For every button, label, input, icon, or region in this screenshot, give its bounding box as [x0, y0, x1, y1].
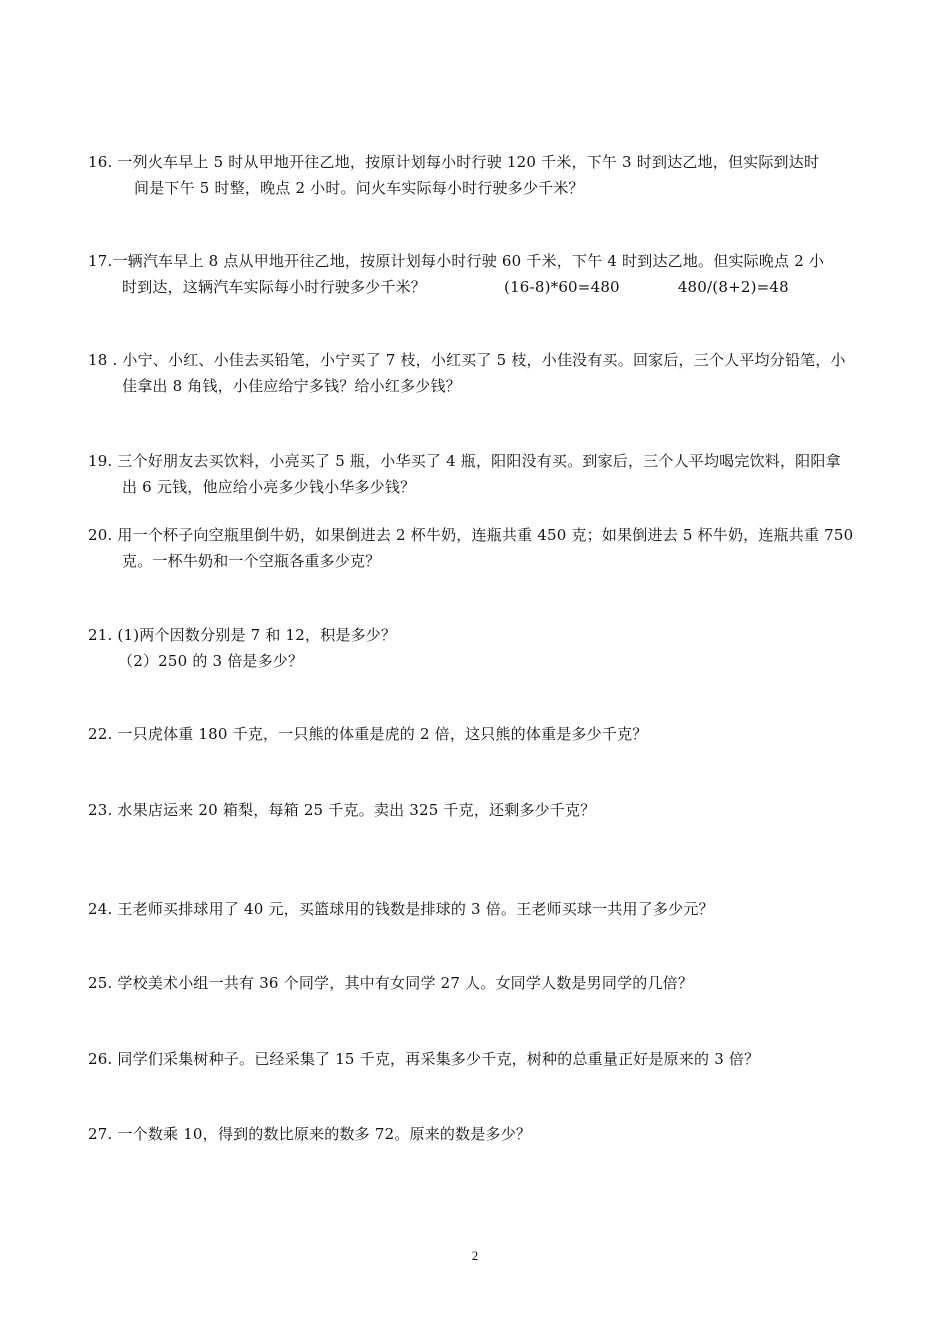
- question-18: [88, 347, 868, 399]
- question-21: [88, 622, 868, 674]
- question-16-line-1: 16. 一列火车早上 5 时从甲地开往乙地，按原计划每小时行驶 120 千米，下午 3 时到达乙地，但实际到达时: [88, 153, 820, 171]
- question-16-line-2: 间是下午 5 时整，晚点 2 小时。问火车实际每小时行驶多少千米？: [134, 179, 584, 197]
- question-20-line-1: 20. 用一个杯子向空瓶里倒牛奶，如果倒进去 2 杯牛奶，连瓶共重 450 克；如果倒进去 5 杯牛奶，连瓶共重 750: [88, 526, 854, 544]
- question-25-line-1: 25. 学校美术小组一共有 36 个同学，其中有女同学 27 人。女同学人数是男同学的几倍？: [88, 974, 694, 992]
- question-17-line-2-text: 时到达，这辆汽车实际每小时行驶多少千米？: [122, 278, 427, 296]
- question-21-line-2: （2）250 的 3 倍是多少？: [118, 652, 304, 670]
- question-17: [88, 248, 868, 300]
- question-17-line-1: 17.一辆汽车早上 8 点从甲地开往乙地，按原计划每小时行驶 60 千米，下午 4 时到达乙地。但实际晚点 2 小: [88, 252, 825, 270]
- question-19-line-1: 19. 三个好朋友去买饮料，小亮买了 5 瓶，小华买了 4 瓶，阳阳没有买。到家后，三个人平均喝完饮料，阳阳拿: [88, 452, 841, 470]
- question-17-calculation-2: 480/(8+2)=48: [677, 278, 789, 296]
- question-19-line-2: 出 6 元钱，他应给小亮多少钱小华多少钱？: [122, 478, 416, 496]
- question-23: [88, 797, 868, 823]
- question-27-line-1: 27. 一个数乘 10，得到的数比原来的数多 72。原来的数是多少？: [88, 1125, 532, 1143]
- question-22-line-1: 22. 一只虎体重 180 千克，一只熊的体重是虎的 2 倍，这只熊的体重是多少千克？: [88, 725, 648, 743]
- question-20-line-2: 克。一杯牛奶和一个空瓶各重多少克？: [122, 552, 381, 570]
- question-23-line-1: 23. 水果店运来 20 箱梨，每箱 25 千克。卖出 325 千克，还剩多少千克？: [88, 801, 596, 819]
- question-26-line-1: 26. 同学们采集树种子。已经采集了 15 千克，再采集多少千克，树种的总重量正好是原来的 3 倍？: [88, 1050, 760, 1068]
- question-18-line-1: 18 . 小宁、小红、小佳去买铅笔，小宁买了 7 枝，小红买了 5 枝，小佳没有买。回家后，三个人平均分铅笔，小: [88, 351, 846, 369]
- page-number: 2: [471, 1248, 479, 1263]
- question-19: [88, 448, 868, 500]
- question-24: [88, 896, 868, 922]
- question-27: [88, 1121, 868, 1147]
- question-17-line-2: [88, 274, 868, 300]
- question-16: [88, 149, 868, 201]
- question-26: [88, 1046, 868, 1072]
- question-22: [88, 721, 868, 747]
- question-24-line-1: 24. 王老师买排球用了 40 元，买篮球用的钱数是排球的 3 倍。王老师买球一共用了多少元？: [88, 900, 714, 918]
- question-20: [88, 522, 868, 574]
- question-25: [88, 970, 868, 996]
- question-21-line-1: 21. (1)两个因数分别是 7 和 12，积是多少？: [88, 626, 397, 644]
- question-18-line-2: 佳拿出 8 角钱，小佳应给宁多钱？给小红多少钱？: [122, 377, 461, 395]
- question-17-calculation-1: (16-8)*60=480: [504, 278, 620, 296]
